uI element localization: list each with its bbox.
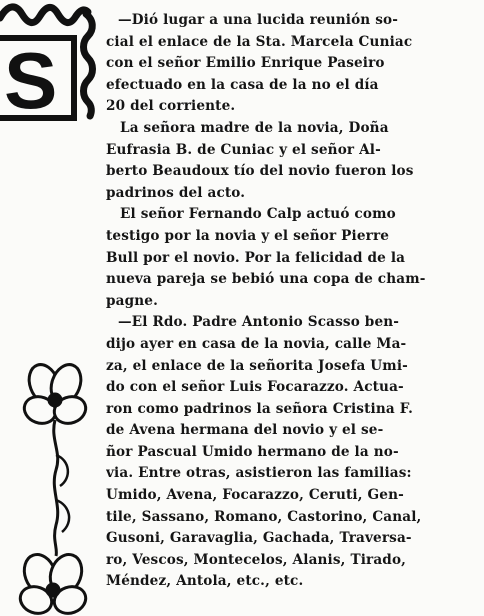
paragraph-witnesses [106, 204, 468, 312]
text-line: padrinos del acto. [106, 184, 246, 201]
text-line: ro, Vescos, Montecelos, Alanis, Tirado, [106, 551, 407, 568]
paragraph-godparents [106, 118, 468, 204]
text-line: tile, Sassano, Romano, Castorino, Canal, [106, 508, 422, 525]
text-line: 20 del corriente. [106, 98, 236, 115]
text-line: cial el enlace de la Sta. Marcela Cuniac [106, 33, 413, 50]
text-line: nueva pareja se bebió una copa de cham- [106, 271, 426, 288]
text-line: Gusoni, Garavaglia, Gachada, Traversa- [106, 530, 412, 547]
flower-icon [17, 550, 90, 616]
text-line: via. Entre otras, asistieron las familias: [106, 465, 412, 482]
paragraph-wedding-umido [106, 312, 468, 593]
text-line: dijo ayer en casa de la novia, calle Ma- [106, 335, 407, 352]
wavy-border [0, 7, 88, 23]
text-line: Umido, Avena, Focarazzo, Ceruti, Gen- [106, 487, 404, 504]
text-line: ron como padrinos la señora Cristina F. [106, 400, 414, 417]
news-column [106, 10, 468, 593]
text-line: pagne. [106, 292, 158, 309]
text-line: —Dió lugar a una lucida reunión so- [118, 12, 399, 28]
text-line: El señor Fernando Calp actuó como [120, 206, 396, 223]
text-line: za, el enlace de la señorita Josefa Umi- [106, 357, 408, 374]
drop-cap-letter: S [4, 36, 58, 125]
text-line: Bull por el novio. Por la felicidad de la [106, 249, 406, 266]
text-line: testigo por la novia y el señor Pierre [106, 227, 390, 244]
text-line: ñor Pascual Umido hermano de la no- [106, 443, 399, 460]
text-line: Eufrasia B. de Cuniac y el señor Al- [106, 141, 381, 158]
text-line: berto Beaudoux tío del novio fueron los [106, 163, 414, 180]
paragraph-wedding-cuniac [106, 10, 468, 118]
text-line: Méndez, Antola, etc., etc. [106, 573, 304, 590]
text-line: de Avena hermana del novio y el se- [106, 422, 384, 439]
text-line: La señora madre de la novia, Doña [120, 119, 389, 136]
text-line: con el señor Emilio Enrique Paseiro [106, 55, 385, 72]
decorative-ornament [0, 0, 104, 616]
text-line: efectuado en la casa de la no el día [106, 76, 379, 93]
vine-stem [54, 420, 58, 556]
flower-icon [21, 360, 90, 427]
text-line: do con el señor Luis Focarazzo. Actua- [106, 379, 404, 396]
wavy-border-side [84, 14, 93, 116]
text-line: —El Rdo. Padre Antonio Scasso ben- [118, 314, 400, 331]
